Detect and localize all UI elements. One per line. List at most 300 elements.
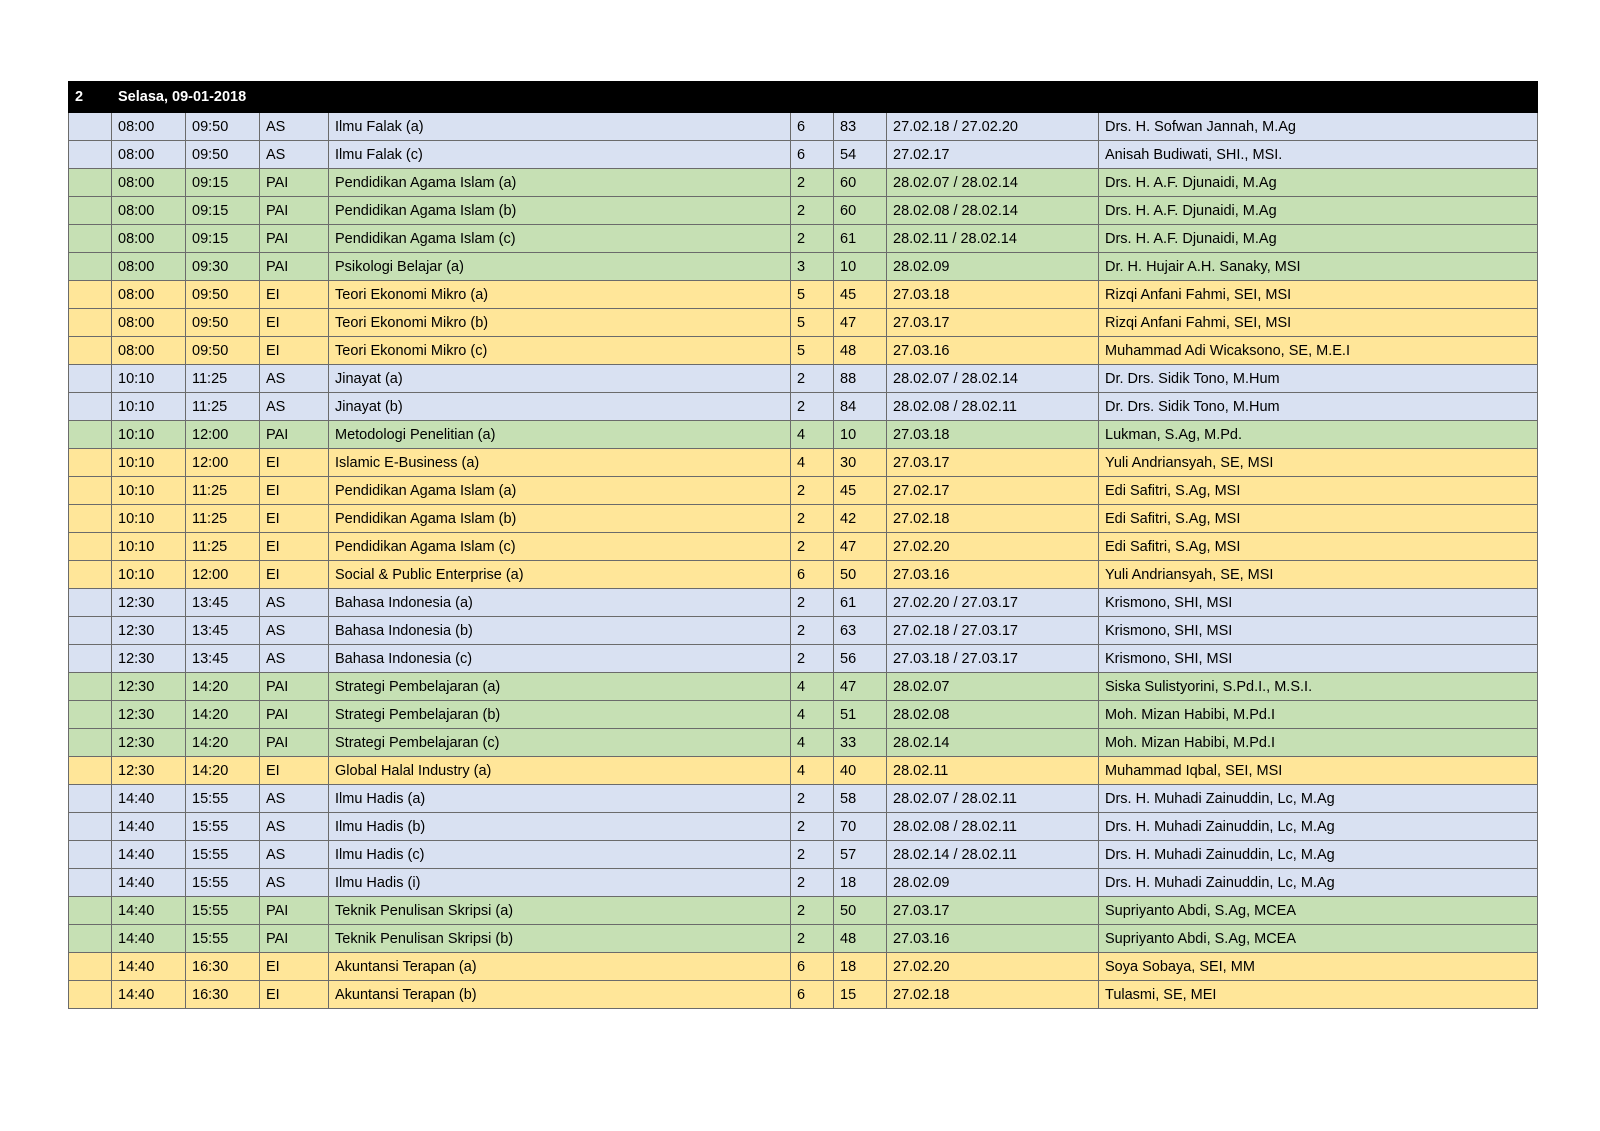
program-cell: PAI: [260, 197, 329, 225]
start-time-cell: 10:10: [112, 505, 186, 533]
start-time-cell: 08:00: [112, 113, 186, 141]
room-cell: 28.02.08 / 28.02.11: [887, 393, 1099, 421]
course-cell: Pendidikan Agama Islam (a): [329, 477, 791, 505]
end-time-cell: 15:55: [186, 813, 260, 841]
lecturer-cell: Dr. Drs. Sidik Tono, M.Hum: [1099, 365, 1538, 393]
credits-cell: 2: [791, 925, 834, 953]
index-cell: [69, 337, 112, 365]
credits-cell: 2: [791, 365, 834, 393]
start-time-cell: 08:00: [112, 225, 186, 253]
credits-cell: 2: [791, 813, 834, 841]
start-time-cell: 14:40: [112, 813, 186, 841]
start-time-cell: 10:10: [112, 393, 186, 421]
room-cell: 28.02.07: [887, 673, 1099, 701]
program-cell: AS: [260, 365, 329, 393]
table-row: [69, 701, 1538, 729]
course-cell: Akuntansi Terapan (b): [329, 981, 791, 1009]
credits-cell: 4: [791, 421, 834, 449]
schedule-sheet: [68, 81, 1538, 1009]
course-cell: Teori Ekonomi Mikro (b): [329, 309, 791, 337]
lecturer-cell: Supriyanto Abdi, S.Ag, MCEA: [1099, 897, 1538, 925]
program-cell: PAI: [260, 421, 329, 449]
students-cell: 33: [834, 729, 887, 757]
end-time-cell: 16:30: [186, 953, 260, 981]
table-row: [69, 365, 1538, 393]
table-row: [69, 253, 1538, 281]
end-time-cell: 15:55: [186, 897, 260, 925]
credits-cell: 4: [791, 757, 834, 785]
end-time-cell: 09:50: [186, 113, 260, 141]
students-cell: 51: [834, 701, 887, 729]
program-cell: AS: [260, 113, 329, 141]
students-cell: 54: [834, 141, 887, 169]
course-cell: Teknik Penulisan Skripsi (b): [329, 925, 791, 953]
table-row: [69, 169, 1538, 197]
students-cell: 48: [834, 337, 887, 365]
students-cell: 47: [834, 673, 887, 701]
start-time-cell: 14:40: [112, 897, 186, 925]
end-time-cell: 09:15: [186, 169, 260, 197]
program-cell: PAI: [260, 701, 329, 729]
students-cell: 30: [834, 449, 887, 477]
start-time-cell: 08:00: [112, 281, 186, 309]
table-row: [69, 673, 1538, 701]
credits-cell: 6: [791, 113, 834, 141]
start-time-cell: 14:40: [112, 981, 186, 1009]
start-time-cell: 14:40: [112, 925, 186, 953]
lecturer-cell: Drs. H. Muhadi Zainuddin, Lc, M.Ag: [1099, 785, 1538, 813]
course-cell: Pendidikan Agama Islam (b): [329, 197, 791, 225]
lecturer-cell: Drs. H. Sofwan Jannah, M.Ag: [1099, 113, 1538, 141]
end-time-cell: 11:25: [186, 533, 260, 561]
room-cell: 28.02.07 / 28.02.11: [887, 785, 1099, 813]
index-cell: [69, 645, 112, 673]
start-time-cell: 14:40: [112, 841, 186, 869]
program-cell: EI: [260, 449, 329, 477]
table-row: [69, 953, 1538, 981]
table-row: [69, 617, 1538, 645]
index-cell: [69, 869, 112, 897]
students-cell: 47: [834, 309, 887, 337]
course-cell: Islamic E-Business (a): [329, 449, 791, 477]
course-cell: Pendidikan Agama Islam (c): [329, 225, 791, 253]
room-cell: 27.02.18 / 27.03.17: [887, 617, 1099, 645]
program-cell: EI: [260, 533, 329, 561]
index-cell: [69, 449, 112, 477]
course-cell: Bahasa Indonesia (b): [329, 617, 791, 645]
index-cell: [69, 169, 112, 197]
table-row: [69, 981, 1538, 1009]
end-time-cell: 13:45: [186, 617, 260, 645]
room-cell: 27.03.17: [887, 309, 1099, 337]
table-row: [69, 505, 1538, 533]
lecturer-cell: Yuli Andriansyah, SE, MSI: [1099, 449, 1538, 477]
table-row: [69, 813, 1538, 841]
credits-cell: 2: [791, 533, 834, 561]
credits-cell: 6: [791, 561, 834, 589]
table-row: [69, 421, 1538, 449]
course-cell: Ilmu Hadis (a): [329, 785, 791, 813]
day-header-row: [69, 82, 1538, 113]
room-cell: 27.03.16: [887, 561, 1099, 589]
room-cell: 27.02.20: [887, 533, 1099, 561]
lecturer-cell: Krismono, SHI, MSI: [1099, 645, 1538, 673]
lecturer-cell: Yuli Andriansyah, SE, MSI: [1099, 561, 1538, 589]
end-time-cell: 11:25: [186, 505, 260, 533]
course-cell: Akuntansi Terapan (a): [329, 953, 791, 981]
credits-cell: 6: [791, 981, 834, 1009]
students-cell: 60: [834, 197, 887, 225]
credits-cell: 6: [791, 141, 834, 169]
room-cell: 27.02.18: [887, 981, 1099, 1009]
room-cell: 28.02.08 / 28.02.14: [887, 197, 1099, 225]
students-cell: 63: [834, 617, 887, 645]
course-cell: Pendidikan Agama Islam (a): [329, 169, 791, 197]
course-cell: Pendidikan Agama Islam (b): [329, 505, 791, 533]
credits-cell: 2: [791, 169, 834, 197]
students-cell: 42: [834, 505, 887, 533]
course-cell: Ilmu Falak (c): [329, 141, 791, 169]
room-cell: 28.02.09: [887, 869, 1099, 897]
program-cell: EI: [260, 505, 329, 533]
end-time-cell: 16:30: [186, 981, 260, 1009]
course-cell: Social & Public Enterprise (a): [329, 561, 791, 589]
course-cell: Teori Ekonomi Mikro (a): [329, 281, 791, 309]
end-time-cell: 12:00: [186, 449, 260, 477]
table-row: [69, 757, 1538, 785]
room-cell: 27.03.17: [887, 897, 1099, 925]
students-cell: 83: [834, 113, 887, 141]
table-row: [69, 281, 1538, 309]
index-cell: [69, 785, 112, 813]
program-cell: PAI: [260, 897, 329, 925]
table-row: [69, 925, 1538, 953]
lecturer-cell: Supriyanto Abdi, S.Ag, MCEA: [1099, 925, 1538, 953]
index-cell: [69, 841, 112, 869]
table-row: [69, 785, 1538, 813]
room-cell: 27.03.16: [887, 925, 1099, 953]
program-cell: PAI: [260, 729, 329, 757]
room-cell: 27.02.17: [887, 141, 1099, 169]
students-cell: 84: [834, 393, 887, 421]
course-cell: Ilmu Hadis (i): [329, 869, 791, 897]
credits-cell: 4: [791, 729, 834, 757]
students-cell: 18: [834, 869, 887, 897]
index-cell: [69, 617, 112, 645]
table-row: [69, 869, 1538, 897]
room-cell: 27.03.18: [887, 281, 1099, 309]
index-cell: [69, 701, 112, 729]
students-cell: 45: [834, 477, 887, 505]
start-time-cell: 08:00: [112, 309, 186, 337]
lecturer-cell: Siska Sulistyorini, S.Pd.I., M.S.I.: [1099, 673, 1538, 701]
program-cell: EI: [260, 309, 329, 337]
room-cell: 27.02.18 / 27.02.20: [887, 113, 1099, 141]
table-row: [69, 141, 1538, 169]
index-cell: [69, 365, 112, 393]
program-cell: PAI: [260, 169, 329, 197]
end-time-cell: 14:20: [186, 673, 260, 701]
program-cell: AS: [260, 813, 329, 841]
end-time-cell: 15:55: [186, 925, 260, 953]
end-time-cell: 11:25: [186, 477, 260, 505]
start-time-cell: 10:10: [112, 533, 186, 561]
start-time-cell: 10:10: [112, 421, 186, 449]
start-time-cell: 10:10: [112, 365, 186, 393]
course-cell: Teori Ekonomi Mikro (c): [329, 337, 791, 365]
lecturer-cell: Muhammad Adi Wicaksono, SE, M.E.I: [1099, 337, 1538, 365]
start-time-cell: 10:10: [112, 449, 186, 477]
index-cell: [69, 253, 112, 281]
start-time-cell: 08:00: [112, 253, 186, 281]
room-cell: 27.03.16: [887, 337, 1099, 365]
table-row: [69, 477, 1538, 505]
students-cell: 10: [834, 421, 887, 449]
room-cell: 28.02.08 / 28.02.11: [887, 813, 1099, 841]
end-time-cell: 11:25: [186, 393, 260, 421]
table-row: [69, 449, 1538, 477]
start-time-cell: 14:40: [112, 953, 186, 981]
students-cell: 56: [834, 645, 887, 673]
program-cell: PAI: [260, 225, 329, 253]
credits-cell: 2: [791, 869, 834, 897]
program-cell: AS: [260, 645, 329, 673]
lecturer-cell: Krismono, SHI, MSI: [1099, 589, 1538, 617]
end-time-cell: 15:55: [186, 785, 260, 813]
room-cell: 28.02.08: [887, 701, 1099, 729]
index-cell: [69, 309, 112, 337]
room-cell: 27.03.17: [887, 449, 1099, 477]
start-time-cell: 12:30: [112, 757, 186, 785]
section-number: 2: [69, 82, 112, 113]
credits-cell: 2: [791, 617, 834, 645]
table-row: [69, 337, 1538, 365]
index-cell: [69, 813, 112, 841]
schedule-table: [68, 81, 1538, 1009]
students-cell: 10: [834, 253, 887, 281]
start-time-cell: 12:30: [112, 673, 186, 701]
end-time-cell: 09:50: [186, 141, 260, 169]
course-cell: Global Halal Industry (a): [329, 757, 791, 785]
lecturer-cell: Drs. H. A.F. Djunaidi, M.Ag: [1099, 169, 1538, 197]
table-row: [69, 645, 1538, 673]
lecturer-cell: Drs. H. Muhadi Zainuddin, Lc, M.Ag: [1099, 841, 1538, 869]
end-time-cell: 15:55: [186, 869, 260, 897]
index-cell: [69, 729, 112, 757]
lecturer-cell: Krismono, SHI, MSI: [1099, 617, 1538, 645]
lecturer-cell: Muhammad Iqbal, SEI, MSI: [1099, 757, 1538, 785]
course-cell: Psikologi Belajar (a): [329, 253, 791, 281]
lecturer-cell: Edi Safitri, S.Ag, MSI: [1099, 477, 1538, 505]
index-cell: [69, 561, 112, 589]
room-cell: 28.02.11: [887, 757, 1099, 785]
start-time-cell: 10:10: [112, 561, 186, 589]
index-cell: [69, 141, 112, 169]
end-time-cell: 09:50: [186, 337, 260, 365]
program-cell: EI: [260, 953, 329, 981]
students-cell: 15: [834, 981, 887, 1009]
index-cell: [69, 953, 112, 981]
index-cell: [69, 925, 112, 953]
start-time-cell: 12:30: [112, 617, 186, 645]
end-time-cell: 12:00: [186, 421, 260, 449]
start-time-cell: 10:10: [112, 477, 186, 505]
credits-cell: 2: [791, 897, 834, 925]
end-time-cell: 09:50: [186, 281, 260, 309]
credits-cell: 2: [791, 197, 834, 225]
program-cell: EI: [260, 757, 329, 785]
students-cell: 50: [834, 897, 887, 925]
credits-cell: 2: [791, 785, 834, 813]
lecturer-cell: Drs. H. A.F. Djunaidi, M.Ag: [1099, 225, 1538, 253]
end-time-cell: 12:00: [186, 561, 260, 589]
table-row: [69, 113, 1538, 141]
program-cell: AS: [260, 785, 329, 813]
credits-cell: 5: [791, 309, 834, 337]
program-cell: EI: [260, 281, 329, 309]
lecturer-cell: Moh. Mizan Habibi, M.Pd.I: [1099, 701, 1538, 729]
lecturer-cell: Dr. Drs. Sidik Tono, M.Hum: [1099, 393, 1538, 421]
table-row: [69, 589, 1538, 617]
course-cell: Metodologi Penelitian (a): [329, 421, 791, 449]
table-row: [69, 729, 1538, 757]
start-time-cell: 08:00: [112, 141, 186, 169]
students-cell: 45: [834, 281, 887, 309]
end-time-cell: 13:45: [186, 589, 260, 617]
program-cell: AS: [260, 393, 329, 421]
course-cell: Ilmu Hadis (b): [329, 813, 791, 841]
course-cell: Bahasa Indonesia (a): [329, 589, 791, 617]
lecturer-cell: Lukman, S.Ag, M.Pd.: [1099, 421, 1538, 449]
credits-cell: 6: [791, 953, 834, 981]
start-time-cell: 14:40: [112, 785, 186, 813]
lecturer-cell: Edi Safitri, S.Ag, MSI: [1099, 505, 1538, 533]
index-cell: [69, 225, 112, 253]
students-cell: 70: [834, 813, 887, 841]
room-cell: 28.02.07 / 28.02.14: [887, 365, 1099, 393]
course-cell: Teknik Penulisan Skripsi (a): [329, 897, 791, 925]
room-cell: 27.03.18 / 27.03.17: [887, 645, 1099, 673]
index-cell: [69, 113, 112, 141]
table-row: [69, 561, 1538, 589]
students-cell: 61: [834, 589, 887, 617]
course-cell: Strategi Pembelajaran (b): [329, 701, 791, 729]
students-cell: 47: [834, 533, 887, 561]
credits-cell: 2: [791, 589, 834, 617]
room-cell: 28.02.11 / 28.02.14: [887, 225, 1099, 253]
credits-cell: 5: [791, 337, 834, 365]
end-time-cell: 09:15: [186, 197, 260, 225]
table-row: [69, 225, 1538, 253]
credits-cell: 5: [791, 281, 834, 309]
students-cell: 40: [834, 757, 887, 785]
end-time-cell: 14:20: [186, 701, 260, 729]
students-cell: 61: [834, 225, 887, 253]
students-cell: 57: [834, 841, 887, 869]
program-cell: AS: [260, 869, 329, 897]
students-cell: 88: [834, 365, 887, 393]
course-cell: Jinayat (b): [329, 393, 791, 421]
course-cell: Jinayat (a): [329, 365, 791, 393]
lecturer-cell: Rizqi Anfani Fahmi, SEI, MSI: [1099, 281, 1538, 309]
program-cell: AS: [260, 141, 329, 169]
credits-cell: 2: [791, 225, 834, 253]
lecturer-cell: Edi Safitri, S.Ag, MSI: [1099, 533, 1538, 561]
credits-cell: 4: [791, 449, 834, 477]
course-cell: Strategi Pembelajaran (a): [329, 673, 791, 701]
table-row: [69, 841, 1538, 869]
index-cell: [69, 477, 112, 505]
students-cell: 60: [834, 169, 887, 197]
room-cell: 27.02.20 / 27.03.17: [887, 589, 1099, 617]
lecturer-cell: Rizqi Anfani Fahmi, SEI, MSI: [1099, 309, 1538, 337]
lecturer-cell: Soya Sobaya, SEI, MM: [1099, 953, 1538, 981]
table-row: [69, 197, 1538, 225]
end-time-cell: 09:30: [186, 253, 260, 281]
index-cell: [69, 393, 112, 421]
room-cell: 27.02.20: [887, 953, 1099, 981]
credits-cell: 4: [791, 673, 834, 701]
start-time-cell: 12:30: [112, 645, 186, 673]
credits-cell: 2: [791, 645, 834, 673]
end-time-cell: 14:20: [186, 729, 260, 757]
program-cell: PAI: [260, 253, 329, 281]
end-time-cell: 09:50: [186, 309, 260, 337]
index-cell: [69, 981, 112, 1009]
room-cell: 28.02.14: [887, 729, 1099, 757]
schedule-body: [69, 82, 1538, 1009]
index-cell: [69, 897, 112, 925]
program-cell: AS: [260, 841, 329, 869]
lecturer-cell: Dr. H. Hujair A.H. Sanaky, MSI: [1099, 253, 1538, 281]
room-cell: 28.02.07 / 28.02.14: [887, 169, 1099, 197]
program-cell: AS: [260, 617, 329, 645]
credits-cell: 4: [791, 701, 834, 729]
students-cell: 50: [834, 561, 887, 589]
program-cell: PAI: [260, 925, 329, 953]
students-cell: 48: [834, 925, 887, 953]
start-time-cell: 14:40: [112, 869, 186, 897]
course-cell: Bahasa Indonesia (c): [329, 645, 791, 673]
program-cell: EI: [260, 981, 329, 1009]
table-row: [69, 533, 1538, 561]
credits-cell: 2: [791, 505, 834, 533]
end-time-cell: 13:45: [186, 645, 260, 673]
room-cell: 28.02.14 / 28.02.11: [887, 841, 1099, 869]
credits-cell: 3: [791, 253, 834, 281]
credits-cell: 2: [791, 393, 834, 421]
lecturer-cell: Drs. H. A.F. Djunaidi, M.Ag: [1099, 197, 1538, 225]
course-cell: Ilmu Falak (a): [329, 113, 791, 141]
program-cell: EI: [260, 561, 329, 589]
end-time-cell: 11:25: [186, 365, 260, 393]
lecturer-cell: Drs. H. Muhadi Zainuddin, Lc, M.Ag: [1099, 869, 1538, 897]
end-time-cell: 14:20: [186, 757, 260, 785]
room-cell: 27.02.17: [887, 477, 1099, 505]
course-cell: Strategi Pembelajaran (c): [329, 729, 791, 757]
table-row: [69, 897, 1538, 925]
credits-cell: 2: [791, 477, 834, 505]
start-time-cell: 08:00: [112, 197, 186, 225]
start-time-cell: 08:00: [112, 169, 186, 197]
course-cell: Pendidikan Agama Islam (c): [329, 533, 791, 561]
students-cell: 18: [834, 953, 887, 981]
index-cell: [69, 197, 112, 225]
start-time-cell: 08:00: [112, 337, 186, 365]
index-cell: [69, 589, 112, 617]
index-cell: [69, 673, 112, 701]
course-cell: Ilmu Hadis (c): [329, 841, 791, 869]
